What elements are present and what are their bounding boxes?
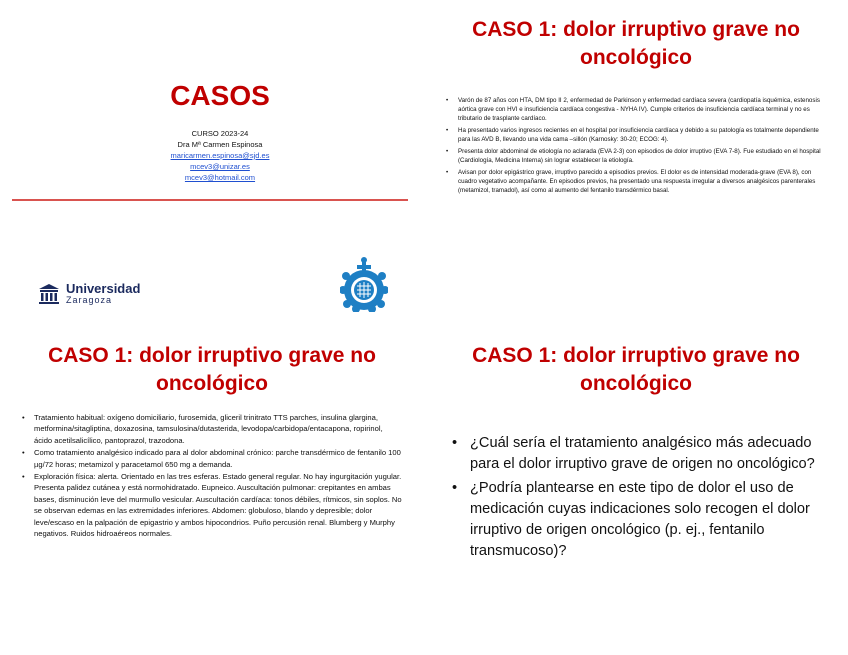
university-name: Universidad	[66, 281, 141, 296]
slide2-title: CASO 1: dolor irruptivo grave no oncológico	[472, 18, 800, 69]
slide3-title: CASO 1: dolor irruptivo grave no oncológico	[48, 344, 376, 395]
university-city: Zaragoza	[66, 295, 113, 305]
list-item: • ¿Podría plantearse en este tipo de dolor el uso de medicación cuyas indicaciones solo recogen el dolor irruptivo de origen oncológico (p. ej., fentanilo transmucoso)?	[452, 478, 832, 562]
list-item: • Varón de 87 años con HTA, DM tipo II 2, enfermedad de Parkinson y enfermedad cardíaca severa (cardiopatía isquémica, estenosis aórtica grave con HVI e insuficiencia cardíaca congestiva - NYHA IV). Cumple criterios de insuficiencia cardíaca terminal y no es tributario de trasplante cardíaco.	[446, 96, 830, 123]
slide4-title: CASO 1: dolor irruptivo grave no oncológico	[472, 344, 800, 395]
slide-3[interactable]	[0, 328, 424, 655]
slide-4[interactable]	[424, 328, 848, 655]
slide1-meta	[110, 128, 330, 183]
slide1-title: CASOS	[170, 80, 270, 111]
university-building-icon	[38, 283, 60, 305]
slide3-bullet-list	[22, 412, 402, 540]
list-item: • Tratamiento habitual: oxígeno domiciliario, furosemida, gliceril trinitrato TTS parches, insulina glargina, metformina/sitagliptina, doxazosina, tamsulosina/dutasterida, levodopa/carbidopa/entacapona, ropirinol, ácido acetilsalicílico, pantoprazol, trazodona.	[22, 412, 402, 446]
hospital-emblem-icon	[340, 256, 388, 312]
list-item: • ¿Cuál sería el tratamiento analgésico más adecuado para el dolor irruptivo grave de origen no oncológico?	[452, 433, 832, 475]
slide-1[interactable]	[0, 0, 424, 327]
author-name: Dra Mª Carmen Espinosa	[177, 140, 263, 149]
university-logo	[38, 282, 140, 305]
slide-2[interactable]	[424, 0, 848, 327]
divider-line	[12, 199, 408, 201]
list-item: • Como tratamiento analgésico indicado para al dolor abdominal crónico: parche transdérmico de fentanilo 100 µg/72 horas; metamizol y paracetamol 650 mg a demanda.	[22, 447, 402, 470]
list-item: • Presenta dolor abdominal de etiología no aclarada (EVA 2-3) con episodios de dolor irruptivo (EVA 7-8). Fue estudiado en el hospital (Cardiología, Medicina Interna) sin lograr establecer la etiología.	[446, 147, 830, 165]
slide4-question-list	[452, 433, 832, 565]
email-link-2[interactable]: mcev3@unizar.es	[190, 162, 250, 171]
email-link-3[interactable]: mcev3@hotmail.com	[184, 173, 256, 182]
list-item: • Exploración física: alerta. Orientado en las tres esferas. Estado general regular. No hay ingurgitación yugular. Presenta palidez cutánea y está normohidratado. Eupneico. Auscultación pulmonar: crepitantes en ambas bases, disminución leve del murmullo vesicular. Auscultación cardíaca: tonos débiles, rítmicos, sin soplos. No se observan edemas en las extremidades inferiores. Abdomen: globuloso, blando y depresible; dolor leve/escaso en la palpación de epigastrio y ambos hipocondrios. Puño percusión renal. Blumberg y Murphy negativos. Ruidos hidroaéreos normales.	[22, 471, 402, 539]
list-item: • Avisan por dolor epigástrico grave, irruptivo parecido a episodios previos. El dolor es de intensidad moderada-grave (EVA 8), con cuadro vegetativo acompañante. En episodios previos, ha presentado una respuesta irregular a diversos analgésicos parenterales (metamizol, tramadol), así como al aumento del fentanilo transdérmico basal.	[446, 168, 830, 195]
course-label: CURSO 2023-24	[191, 129, 249, 138]
slide2-bullet-list	[446, 96, 830, 198]
email-link-1[interactable]: maricarmen.espinosa@sjd.es	[170, 151, 270, 160]
list-item: • Ha presentado varios ingresos recientes en el hospital por insuficiencia cardíaca y debido a su patología es totalmente dependiente para las AVD B, llevando una vida cama –sillón (Karnosky: 30-20; ECOG: 4).	[446, 126, 830, 144]
